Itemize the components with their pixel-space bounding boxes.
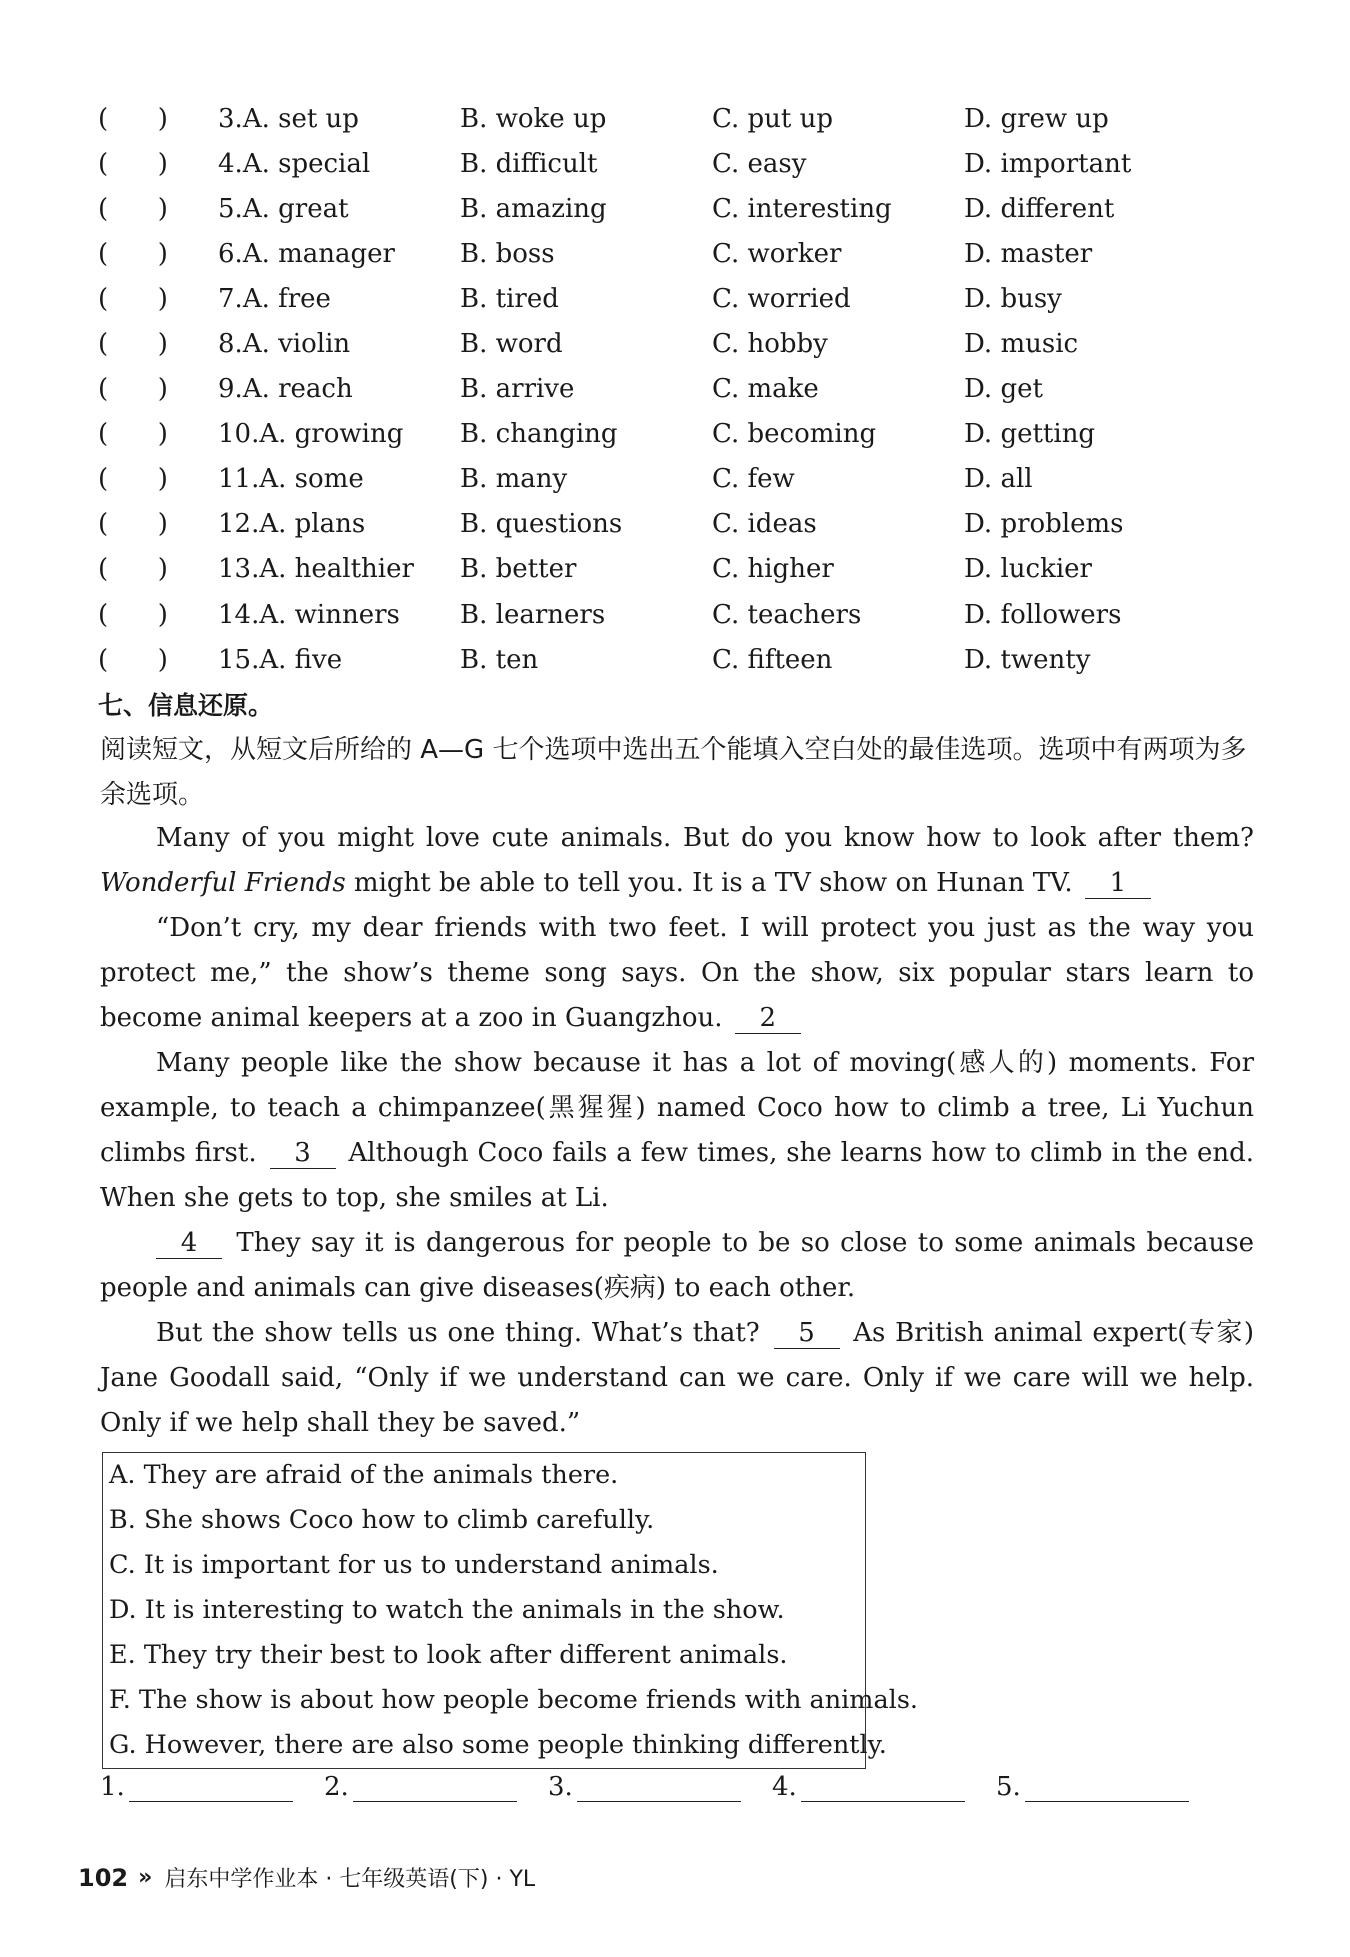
- passage-text: Many people like the show because it has a lot of moving(感人的) moments. For example, to teach a chimpanzee(黑猩猩) named Coco how to climb a tree, Li Yuchun climbs first.: [100, 1048, 1254, 1168]
- option-a: [218, 509, 460, 539]
- answer-bracket[interactable]: ( ): [98, 509, 168, 540]
- passage-paragraph: [100, 906, 1254, 1041]
- answer-bracket[interactable]: ( ): [98, 644, 168, 675]
- question-number: 5.: [218, 193, 243, 224]
- option-d: D. luckier: [964, 554, 1092, 585]
- option-b: B. questions: [460, 509, 623, 540]
- answer-slot: [100, 1772, 324, 1802]
- option-c: C. few: [712, 464, 795, 495]
- passage-paragraph: [100, 1311, 1254, 1446]
- option-a-text: A. growing: [259, 419, 404, 450]
- question-row: [98, 412, 1258, 457]
- option-item: B. She shows Coco how to climb carefully.: [109, 1505, 655, 1535]
- answer-bracket[interactable]: ( ): [98, 374, 168, 405]
- question-number: 7.: [218, 283, 243, 314]
- option-d: D. busy: [964, 283, 1062, 314]
- option-b: B. word: [460, 329, 563, 360]
- question-row: [98, 96, 1258, 141]
- option-a: [218, 329, 460, 359]
- section-title: 七、信息还原。: [98, 691, 274, 720]
- answer-number: 1.: [100, 1772, 125, 1802]
- answer-slot: [772, 1772, 996, 1802]
- answer-number: 5.: [996, 1772, 1021, 1802]
- option-a-text: A. reach: [242, 374, 353, 405]
- option-b: B. woke up: [460, 103, 607, 134]
- answer-bracket[interactable]: ( ): [98, 419, 168, 450]
- question-row: [98, 276, 1258, 321]
- answer-input-line[interactable]: [801, 1775, 965, 1802]
- show-title: Wonderful Friends: [100, 868, 346, 898]
- answer-blank[interactable]: 5: [774, 1318, 840, 1349]
- question-number: 11.: [218, 464, 260, 495]
- answer-blank[interactable]: 2: [735, 1003, 801, 1034]
- question-number: 12.: [218, 509, 260, 540]
- option-c: C. hobby: [712, 329, 828, 360]
- option-a: [218, 104, 460, 134]
- passage-paragraph: [100, 1221, 1254, 1311]
- question-row: [98, 457, 1258, 502]
- option-b: B. better: [460, 554, 577, 585]
- answer-number: 4.: [772, 1772, 797, 1802]
- option-item: F. The show is about how people become friends with animals.: [109, 1685, 919, 1715]
- option-c: C. easy: [712, 148, 807, 179]
- option-d: D. getting: [964, 419, 1096, 450]
- question-row: [98, 186, 1258, 231]
- book-title: 启东中学作业本 · 七年级英语(下) · YL: [164, 1867, 536, 1892]
- answer-bracket[interactable]: ( ): [98, 238, 168, 269]
- option-c: C. higher: [712, 554, 834, 585]
- option-a: [218, 194, 460, 224]
- option-d: D. followers: [964, 599, 1122, 630]
- option-d: D. different: [964, 193, 1115, 224]
- question-number: 14.: [218, 599, 260, 630]
- question-number: 3.: [218, 103, 243, 134]
- question-row: [98, 367, 1258, 412]
- passage-text: might be able to tell you. It is a TV show on Hunan TV.: [345, 868, 1073, 898]
- option-d: D. all: [964, 464, 1033, 495]
- answer-slot: [548, 1772, 772, 1802]
- question-number: 8.: [218, 329, 243, 360]
- question-row: [98, 141, 1258, 186]
- question-number: 13.: [218, 554, 260, 585]
- question-row: [98, 502, 1258, 547]
- question-number: 4.: [218, 148, 243, 179]
- option-a-text: A. some: [259, 464, 364, 495]
- option-c: C. interesting: [712, 193, 892, 224]
- passage-text: They say it is dangerous for people to be so close to some animals because people and animals can give diseases(疾病) to each other.: [100, 1228, 1254, 1303]
- option-d: D. important: [964, 148, 1132, 179]
- option-b: B. ten: [460, 644, 539, 675]
- answer-bracket[interactable]: ( ): [98, 329, 168, 360]
- question-number: 9.: [218, 374, 243, 405]
- answer-input-line[interactable]: [1025, 1775, 1189, 1802]
- option-item: E. They try their best to look after different animals.: [109, 1640, 788, 1670]
- option-c: C. fifteen: [712, 644, 833, 675]
- option-item: C. It is important for us to understand animals.: [109, 1550, 719, 1580]
- answer-line-row: [100, 1772, 1220, 1802]
- question-row: [98, 321, 1258, 366]
- answer-slot: [996, 1772, 1220, 1802]
- passage-text: But the show tells us one thing. What’s that?: [156, 1318, 760, 1348]
- answer-bracket[interactable]: ( ): [98, 464, 168, 495]
- answer-blank[interactable]: 4: [156, 1228, 222, 1259]
- option-d: D. master: [964, 238, 1093, 269]
- option-a-text: A. set up: [242, 103, 359, 134]
- page-number: 102: [78, 1863, 129, 1892]
- option-a-text: A. manager: [242, 238, 395, 269]
- options-box: [102, 1452, 919, 1769]
- option-a-text: A. five: [259, 644, 343, 675]
- option-b: B. many: [460, 464, 568, 495]
- option-a: [218, 284, 460, 314]
- option-b: B. tired: [460, 283, 559, 314]
- reading-passage: [100, 816, 1254, 1446]
- option-c: C. worried: [712, 283, 851, 314]
- passage-paragraph: [100, 816, 1254, 906]
- question-number: 6.: [218, 238, 243, 269]
- question-number: 15.: [218, 644, 260, 675]
- option-c: C. make: [712, 374, 819, 405]
- passage-text: As British animal expert(专家) Jane Goodall said, “Only if we understand can we care. Only if we care will we help. Only if we help shall they be saved.”: [100, 1318, 1254, 1438]
- option-c: C. ideas: [712, 509, 817, 540]
- section-instructions: 阅读短文，从短文后所给的 A—G 七个选项中选出五个能填入空白处的最佳选项。选项中有两项为多余选项。: [100, 735, 1247, 810]
- option-a-text: A. free: [242, 283, 331, 314]
- passage-text: Many of you might love cute animals. But do you know how to look after them?: [156, 823, 1254, 853]
- option-d: D. get: [964, 374, 1043, 405]
- option-item: A. They are afraid of the animals there.: [109, 1460, 619, 1490]
- option-d: D. twenty: [964, 644, 1091, 675]
- option-a: [218, 239, 460, 269]
- option-a: [218, 554, 460, 584]
- option-a: [218, 645, 460, 675]
- passage-text: Although Coco fails a few times, she learns how to climb in the end. When she gets to top, she smiles at Li.: [100, 1138, 1255, 1213]
- option-a: [218, 600, 460, 630]
- answer-bracket[interactable]: ( ): [98, 148, 168, 179]
- option-b: B. difficult: [460, 148, 598, 179]
- answer-input-line[interactable]: [577, 1775, 741, 1802]
- answer-slot: [324, 1772, 548, 1802]
- option-b: B. amazing: [460, 193, 607, 224]
- option-a-text: A. plans: [259, 509, 366, 540]
- option-b: B. arrive: [460, 374, 575, 405]
- double-chevron-icon: »: [138, 1865, 153, 1890]
- answer-input-line[interactable]: [129, 1775, 293, 1802]
- question-row: [98, 637, 1258, 682]
- option-d: D. grew up: [964, 103, 1109, 134]
- option-a-text: A. violin: [242, 329, 351, 360]
- option-b: B. learners: [460, 599, 606, 630]
- page-footer: [78, 1862, 535, 1893]
- option-a-text: A. winners: [259, 599, 400, 630]
- option-a: [218, 464, 460, 494]
- question-row: [98, 592, 1258, 637]
- option-item: G. However, there are also some people thinking differently.: [109, 1730, 887, 1760]
- option-b: B. changing: [460, 419, 618, 450]
- option-a-text: A. great: [242, 193, 349, 224]
- option-b: B. boss: [460, 238, 555, 269]
- option-a-text: A. special: [242, 148, 371, 179]
- option-c: C. worker: [712, 238, 842, 269]
- option-d: D. music: [964, 329, 1079, 360]
- multiple-choice-list: [98, 96, 1258, 682]
- answer-bracket[interactable]: ( ): [98, 103, 168, 134]
- answer-number: 3.: [548, 1772, 573, 1802]
- answer-number: 2.: [324, 1772, 349, 1802]
- option-c: C. teachers: [712, 599, 862, 630]
- option-a: [218, 419, 460, 449]
- option-item: D. It is interesting to watch the animals in the show.: [109, 1595, 785, 1625]
- answer-bracket[interactable]: ( ): [98, 283, 168, 314]
- option-c: C. put up: [712, 103, 833, 134]
- question-row: [98, 547, 1258, 592]
- option-a: [218, 149, 460, 179]
- answer-bracket[interactable]: ( ): [98, 599, 168, 630]
- passage-paragraph: [100, 1041, 1254, 1221]
- passage-text: “Don’t cry, my dear friends with two feet. I will protect you just as the way you protect me,” the show’s theme song says. On the show, six popular stars learn to become animal keepers at a zoo in Guangzhou.: [100, 913, 1254, 1033]
- answer-blank[interactable]: 3: [270, 1138, 336, 1169]
- answer-blank[interactable]: 1: [1085, 868, 1151, 899]
- option-a-text: A. healthier: [259, 554, 414, 585]
- option-c: C. becoming: [712, 419, 877, 450]
- option-d: D. problems: [964, 509, 1124, 540]
- question-row: [98, 231, 1258, 276]
- answer-bracket[interactable]: ( ): [98, 554, 168, 585]
- answer-input-line[interactable]: [353, 1775, 517, 1802]
- option-a: [218, 374, 460, 404]
- question-number: 10.: [218, 419, 260, 450]
- answer-bracket[interactable]: ( ): [98, 193, 168, 224]
